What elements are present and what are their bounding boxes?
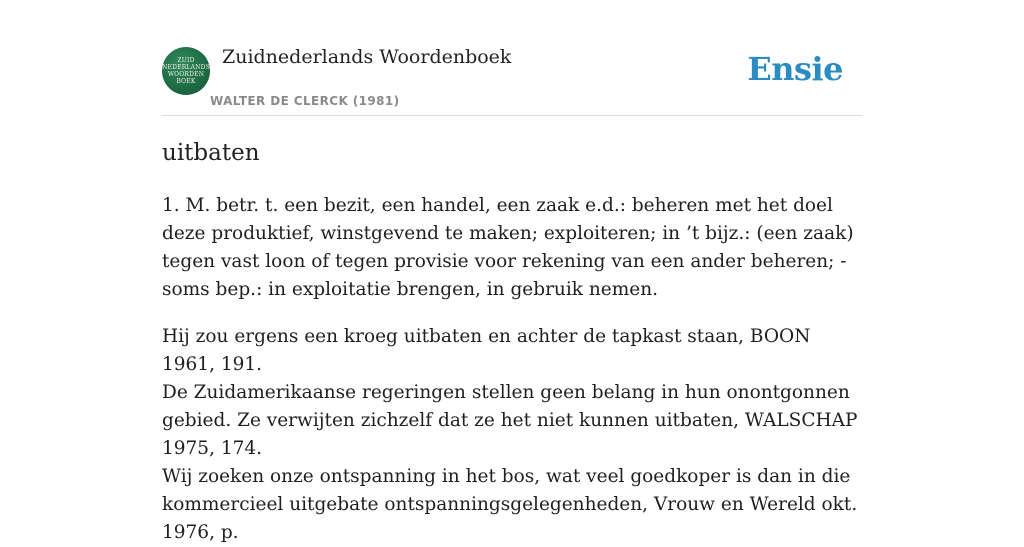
example-quote: Hij zou ergens een kroeg uitbaten en achter de tapkast staan, BOON 1961, 191. <box>162 326 811 375</box>
page <box>162 0 862 543</box>
header <box>162 0 862 116</box>
example-quote: Wij zoeken onze ontspanning in het bos, wat veel goedkoper is dan in die kommercieel uitgebate ontspanningsgelegenheden, Vrouw en Wereld okt. 1976, p. <box>162 466 858 543</box>
dictionary-author: WALTER DE CLERCK (1981) <box>210 94 400 108</box>
dictionary-logo[interactable] <box>162 47 210 95</box>
logo-line: NEDERLANDS <box>162 64 210 71</box>
dictionary-title[interactable]: Zuidnederlands Woordenboek <box>222 46 512 68</box>
example-quote: De Zuidamerikaanse regeringen stellen geen belang in hun onontgonnen gebied. Ze verwijten zichzelf dat ze het niet kunnen uitbaten, WALSCHAP 1975, 174. <box>162 382 858 459</box>
logo-line: BOEK <box>176 78 196 85</box>
headword: uitbaten <box>162 140 260 166</box>
ensie-logo[interactable]: Ensie <box>747 50 843 88</box>
logo-line: ZUID <box>177 57 195 64</box>
definition: 1. M. betr. t. een bezit, een handel, een zaak e.d.: beheren met het doel deze produktief, winstgevend te maken; exploiteren; in ’t bijz.: (een zaak) tegen vast loon of tegen provisie voor rekening van een ander beheren; - soms bep.: in exploitatie brengen, in gebruik nemen. <box>162 195 854 300</box>
logo-line: WOORDEN <box>167 71 205 78</box>
